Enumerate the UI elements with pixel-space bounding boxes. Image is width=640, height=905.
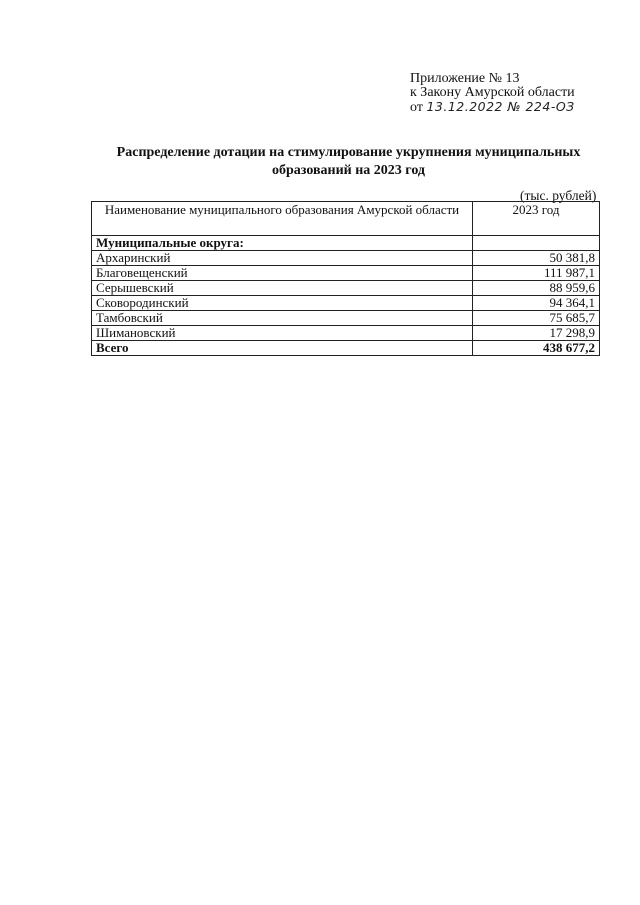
row-name-cell: Тамбовский xyxy=(92,311,473,326)
total-row xyxy=(92,341,600,356)
handwritten-date-number: 13.12.2022 № 224-ОЗ xyxy=(426,99,575,114)
table-header-row xyxy=(92,202,600,236)
table-row xyxy=(92,326,600,341)
row-value-cell: 88 959,6 xyxy=(473,281,600,296)
title-line-2: образований на 2023 год xyxy=(272,163,425,178)
row-name-cell: Благовещенский xyxy=(92,266,473,281)
appendix-law-ref: к Закону Амурской области xyxy=(410,85,575,100)
distribution-table xyxy=(91,201,600,356)
total-value: 438 677,2 xyxy=(473,341,600,356)
row-name-cell: Архаринский xyxy=(92,251,473,266)
row-value-cell: 17 298,9 xyxy=(473,326,600,341)
column-header-year: 2023 год xyxy=(473,202,600,236)
units-note: (тыс. рублей) xyxy=(520,188,597,203)
section-value-cell xyxy=(473,236,600,251)
row-value-cell: 75 685,7 xyxy=(473,311,600,326)
appendix-number: Приложение № 13 xyxy=(410,71,520,86)
row-name-cell: Шимановский xyxy=(92,326,473,341)
date-prefix: от xyxy=(410,100,423,115)
table-row xyxy=(92,311,600,326)
table-row xyxy=(92,296,600,311)
row-value-cell: 94 364,1 xyxy=(473,296,600,311)
table-row xyxy=(92,251,600,266)
appendix-header xyxy=(410,72,575,115)
row-name-cell: Сковородинский xyxy=(92,296,473,311)
total-label: Всего xyxy=(92,341,473,356)
row-name-cell: Серышевский xyxy=(92,281,473,296)
document-title xyxy=(92,144,605,180)
title-line-1: Распределение дотации на стимулирование укрупнения муниципальных xyxy=(116,145,581,160)
section-row xyxy=(92,236,600,251)
column-header-name: Наименование муниципального образования Амурской области xyxy=(92,202,473,236)
appendix-date-line xyxy=(410,100,575,115)
section-label: Муниципальные округа: xyxy=(92,236,473,251)
row-value-cell: 111 987,1 xyxy=(473,266,600,281)
row-value-cell: 50 381,8 xyxy=(473,251,600,266)
table-row xyxy=(92,266,600,281)
table-row xyxy=(92,281,600,296)
